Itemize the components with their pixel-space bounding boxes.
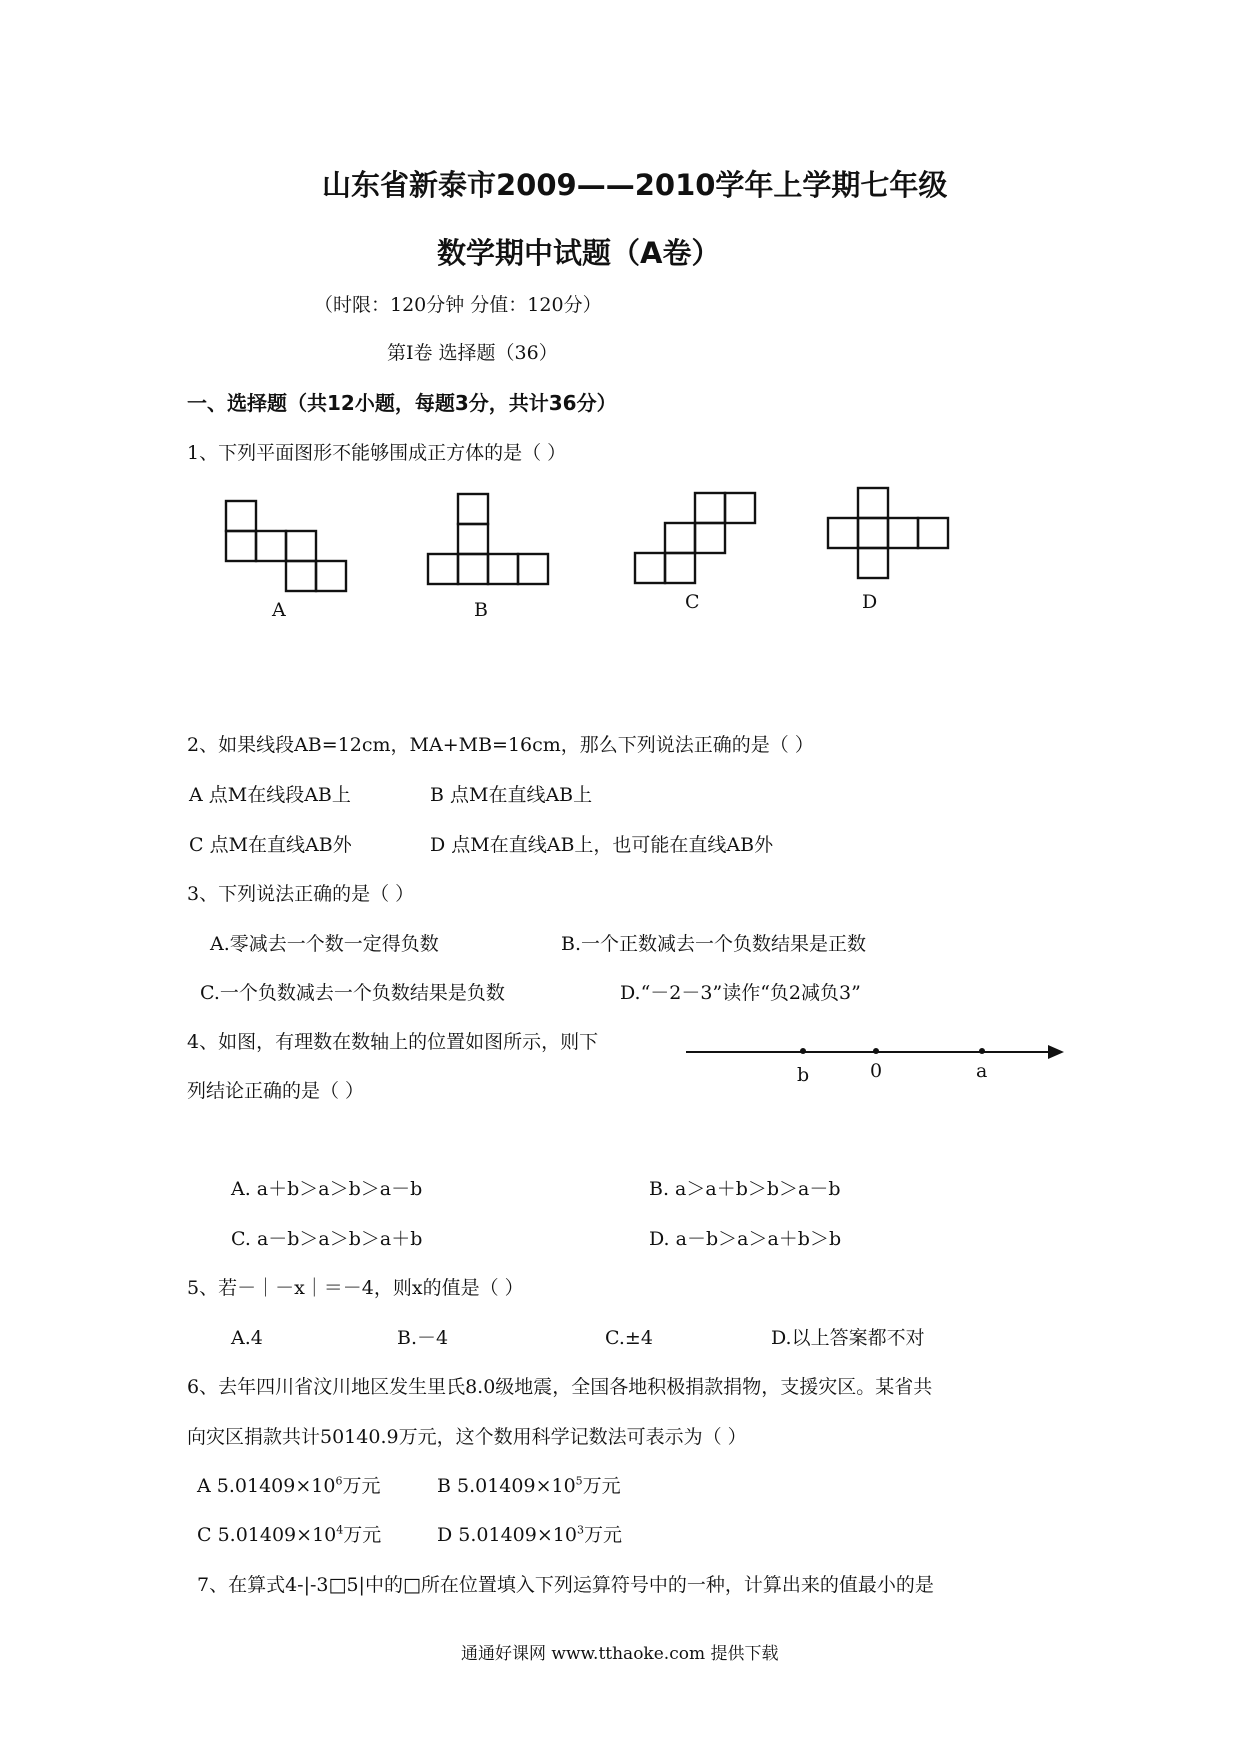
cube-net-d xyxy=(828,488,948,578)
question-4-stem-line2: 列结论正确的是（ ） xyxy=(187,1080,365,1102)
net-label-a: A xyxy=(272,599,286,621)
question-6-stem-line2: 向灾区捐款共计50140.9万元，这个数用科学记数法可表示为（ ） xyxy=(187,1426,747,1448)
question-7-stem: 7、在算式4-|-3□5|中的□所在位置填入下列运算符号中的一种，计算出来的值最小的是 xyxy=(197,1574,934,1596)
question-3-option-d: D.“－2－3”读作“负2减负3” xyxy=(620,982,861,1004)
net-label-d: D xyxy=(862,591,878,613)
option-d-exponent: 3 xyxy=(576,1523,584,1537)
question-3-option-b: B.一个正数减去一个负数结果是正数 xyxy=(561,933,867,955)
question-3-option-c: C.一个负数减去一个负数结果是负数 xyxy=(200,982,505,1004)
question-4-option-a: A. a＋b＞a＞b＞a－b xyxy=(231,1178,423,1200)
cube-net-a xyxy=(226,501,346,591)
net-label-b: B xyxy=(474,599,488,621)
question-4-stem-line1: 4、如图，有理数在数轴上的位置如图所示，则下 xyxy=(187,1031,599,1053)
axis-label-a: a xyxy=(976,1060,988,1082)
option-d-unit: 万元 xyxy=(583,1524,622,1546)
page-subtitle: 数学期中试题（A卷） xyxy=(437,236,721,270)
question-6-option-c xyxy=(197,1523,381,1547)
option-b-mantissa: B 5.01409×10 xyxy=(437,1475,576,1497)
question-2-option-c: C 点M在直线AB外 xyxy=(189,834,352,856)
question-6-option-a xyxy=(197,1474,380,1498)
option-b-exponent: 5 xyxy=(575,1474,583,1488)
part-title: 第Ⅰ卷 选择题（36） xyxy=(387,342,558,364)
question-5-stem: 5、若－｜－x｜＝－4，则x的值是（ ） xyxy=(187,1277,524,1299)
number-line xyxy=(686,1045,1064,1086)
cube-net-c xyxy=(635,493,755,583)
option-b-unit: 万元 xyxy=(582,1475,621,1497)
question-5-option-d: D.以上答案都不对 xyxy=(771,1327,925,1349)
exam-time-info: （时限：120分钟 分值：120分） xyxy=(314,294,602,316)
question-4-option-d: D. a－b＞a＞a＋b＞b xyxy=(649,1228,842,1250)
point-b xyxy=(800,1048,806,1054)
question-2-stem: 2、如果线段AB=12cm，MA+MB=16cm，那么下列说法正确的是（ ） xyxy=(187,734,814,756)
option-c-mantissa: C 5.01409×10 xyxy=(197,1524,337,1546)
cube-net-b xyxy=(428,494,548,584)
page-title: 山东省新泰市2009——2010学年上学期七年级 xyxy=(322,168,948,202)
option-c-exponent: 4 xyxy=(336,1523,344,1537)
question-2-option-a: A 点M在线段AB上 xyxy=(189,784,351,806)
point-a xyxy=(979,1048,985,1054)
option-a-mantissa: A 5.01409×10 xyxy=(197,1475,336,1497)
question-2-option-b: B 点M在直线AB上 xyxy=(430,784,593,806)
question-4-option-c: C. a－b＞a＞b＞a＋b xyxy=(231,1228,423,1250)
page-footer: 通通好课网 www.tthaoke.com 提供下载 xyxy=(461,1644,779,1664)
question-6-option-b xyxy=(437,1474,621,1498)
axis-label-zero: 0 xyxy=(870,1060,883,1082)
option-c-unit: 万元 xyxy=(343,1524,382,1546)
option-a-exponent: 6 xyxy=(335,1474,343,1488)
point-zero xyxy=(873,1048,879,1054)
question-6-option-d xyxy=(437,1523,622,1547)
question-1-stem: 1、下列平面图形不能够围成正方体的是（ ） xyxy=(187,442,567,464)
question-3-stem: 3、下列说法正确的是（ ） xyxy=(187,883,415,905)
option-a-unit: 万元 xyxy=(342,1475,381,1497)
question-2-option-d: D 点M在直线AB上，也可能在直线AB外 xyxy=(430,834,774,856)
question-5-option-a: A.4 xyxy=(231,1327,263,1349)
net-label-c: C xyxy=(685,591,700,613)
option-d-mantissa: D 5.01409×10 xyxy=(437,1524,577,1546)
question-5-option-c: C.±4 xyxy=(605,1327,653,1349)
question-6-stem-line1: 6、去年四川省汶川地区发生里氏8.0级地震，全国各地积极捐款捐物，支援灾区。某省共 xyxy=(187,1376,933,1398)
question-4-option-b: B. a＞a＋b＞b＞a－b xyxy=(649,1178,841,1200)
section-heading: 一、选择题（共12小题，每题3分，共计36分） xyxy=(187,391,617,415)
axis-label-b: b xyxy=(797,1064,810,1086)
question-5-option-b: B.－4 xyxy=(397,1327,449,1349)
question-3-option-a: A.零减去一个数一定得负数 xyxy=(210,933,439,955)
